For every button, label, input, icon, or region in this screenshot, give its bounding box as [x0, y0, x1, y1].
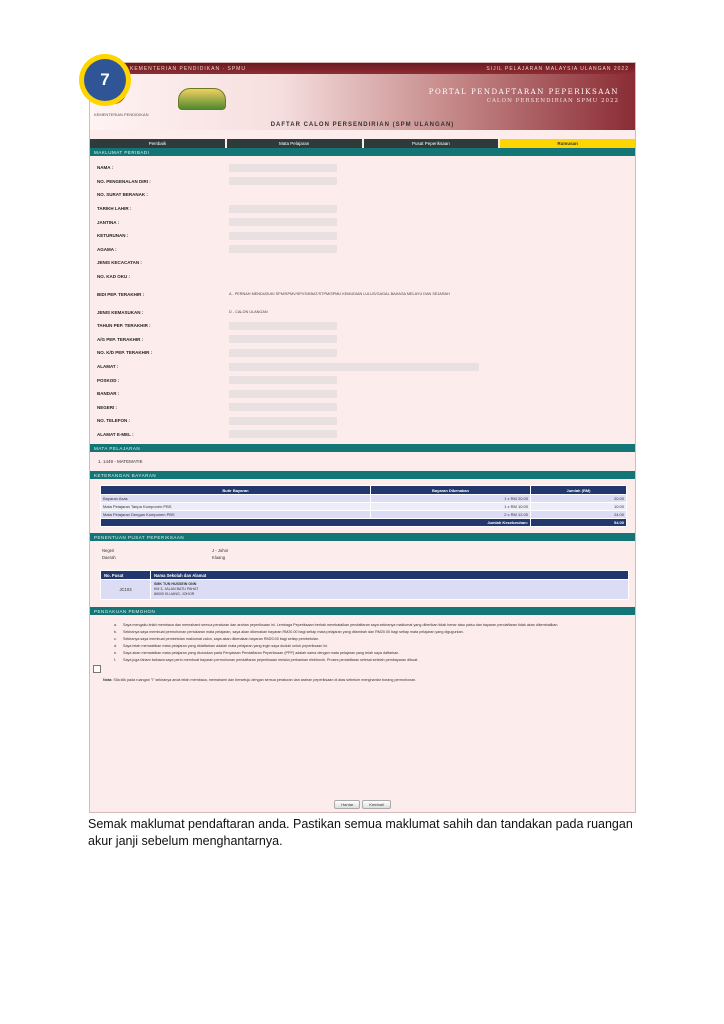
portal-subtitle-text: CALON PERSENDIRIAN SPMU 2022 [486, 98, 619, 104]
info-value-redacted [229, 349, 337, 357]
table-row [101, 511, 627, 519]
pledge-text: Saya mengaku telah membaca dan memahami semua peraturan dan arahan peperiksaan ini. Lembaga Peperiksaan berhak membatalkan pendaftaran saya sekiranya maklumat yang diberikan tidak benar atau palsu dan bayaran pendaftaran tidak akan dikembalikan. [123, 623, 559, 628]
info-row-ic [90, 175, 635, 189]
info-label: TAHUN PEP. TERAKHIR : [97, 323, 151, 329]
portal-header [90, 74, 635, 130]
section-exam-center: PENENTUAN PUSAT PEPERIKSAAN [90, 533, 635, 541]
info-value-redacted [229, 322, 337, 330]
info-row-state [90, 401, 635, 415]
info-label: POSKOD : [97, 377, 120, 383]
info-row-last-year [90, 319, 635, 333]
fee-item: Bayaran Asas [101, 495, 371, 503]
info-label: JENIS KECACATAN : [97, 260, 142, 266]
info-value-redacted [229, 390, 337, 398]
info-row-address [90, 360, 635, 374]
pledge-block [90, 615, 635, 673]
info-row-city [90, 387, 635, 401]
fee-table-header [101, 486, 627, 495]
instruction-caption: Semak maklumat pendaftaran anda. Pastikan semua maklumat sahih dan tandakan pada ruangan akur janji sebelum menghantarnya. [88, 817, 633, 848]
info-label: ALAMAT : [97, 364, 119, 370]
center-district-label: Daerah [102, 554, 116, 560]
fee-col-item: Butir Bayaran [101, 486, 371, 495]
info-label: NO. TELEFON : [97, 418, 130, 424]
personal-info-list [90, 156, 635, 444]
exam-board-logo-icon [178, 88, 226, 110]
list-item [114, 637, 630, 642]
crest-caption: KEMENTERIAN PENDIDIKAN [94, 112, 149, 117]
pledge-note-text: Sila klik pada ruangan "I" sekiranya anda telah membaca, memahami dan bersetuju dengan semua peraturan dan arahan peperiksaan di atas sebelum menghantar borang permohonan. [113, 678, 417, 683]
info-label: ALAMAT E-MEL : [97, 431, 134, 437]
pledge-checkbox[interactable] [93, 665, 101, 673]
section-subjects: MATA PELAJARAN [90, 444, 635, 452]
fee-item: Mata Pelajaran Tanpa Komponen PBS [101, 503, 371, 511]
info-row-last-exam [90, 283, 635, 305]
info-value-redacted [229, 403, 337, 411]
pledge-letter: d. [114, 644, 118, 649]
section-personal-info: MAKLUMAT PERIBADI [90, 148, 635, 156]
school-code: JC103 [101, 580, 151, 600]
info-row-last-ag [90, 333, 635, 347]
section-fees: KETERANGAN BAYARAN [90, 471, 635, 479]
info-label: NO. PENGENALAN DIRI : [97, 178, 151, 184]
fee-charge: 2 x RM 12.00 [371, 511, 531, 519]
step-number-badge [79, 54, 131, 106]
info-label: BANDAR : [97, 391, 120, 397]
info-row-nama [90, 161, 635, 175]
info-label: NO. SURAT BERANAK : [97, 192, 148, 198]
info-label: TARIKH LAHIR : [97, 206, 132, 212]
portal-title [429, 88, 619, 104]
school-name: SMK TUN HUSSEIN ONN [154, 582, 197, 587]
list-item [114, 630, 630, 635]
pledge-letter: a. [114, 623, 118, 628]
pledge-letter: f. [114, 658, 117, 663]
school-col-code: No. Pusat [101, 571, 151, 580]
wizard-steps [90, 139, 635, 148]
info-row-gender [90, 215, 635, 229]
info-value-redacted [229, 376, 337, 384]
info-value-redacted [229, 335, 337, 343]
school-address-2: 86000 KLUANG, JOHOR [154, 592, 195, 597]
school-address-1: KM 3, JALAN BATU PAHAT [154, 587, 199, 592]
pledge-list [105, 623, 630, 673]
table-row [101, 580, 629, 600]
submit-button[interactable]: Hantar [334, 800, 360, 809]
center-district-row [102, 554, 623, 561]
pledge-text: Sekiranya saya membuat pembetulan maklumat calon, saya akan dikenakan bayaran RM20.00 bagi setiap pembetulan. [123, 637, 319, 642]
fee-total-label: Jumlah Keseluruhan: [101, 519, 531, 527]
top-bar-right: SIJIL PELAJARAN MALAYSIA ULANGAN 2022 [486, 65, 629, 72]
subject-list-item: 1. 1449 - MATEMATIK [98, 459, 143, 465]
info-label: NAMA : [97, 165, 114, 171]
info-label: AGAMA : [97, 246, 117, 252]
pledge-text: Saya telah memastikan mata pelajaran yang didaftarkan adalah mata pelajaran yang ingin saya duduki untuk peperiksaan ini. [123, 644, 328, 649]
info-value-redacted [229, 205, 337, 213]
table-row [101, 503, 627, 511]
info-text-candidate-type: D - CALON ULANGAN [229, 309, 268, 314]
fee-item: Mata Pelajaran Dengan Komponen PBS [101, 511, 371, 519]
pledge-text: Sekiranya saya membuat permohonan pertukaran mata pelajaran, saya akan dikenakan bayaran RM20.00 bagi setiap mata pelajaran yang ditambah dan RM20.00 bagi setiap mata pelajaran yang digugurkan. [123, 630, 464, 635]
info-label: KETURUNAN : [97, 233, 129, 239]
fee-col-charge: Bayaran Dikenakan [371, 486, 531, 495]
top-bar-left: KEMENTERIAN PENDIDIKAN · SPMU [130, 65, 246, 72]
step-pembaik[interactable]: Pembaik [90, 139, 227, 148]
list-item [114, 623, 630, 628]
pledge-note [90, 673, 625, 683]
fee-charge: 1 x RM 10.00 [371, 503, 531, 511]
info-value-redacted [229, 245, 337, 253]
info-value-redacted [229, 218, 337, 226]
fee-amount: 24.00 [531, 511, 627, 519]
pledge-text: Saya akan memastikan mata pelajaran yang diuruskan pada Penyataan Pendaftaran Peperiksaan (PPP) adalah sama dengan mata pelajaran yang telah saya daftarkan. [123, 651, 400, 656]
info-row-email [90, 428, 635, 442]
info-label: NEGERI : [97, 404, 118, 410]
table-row [101, 495, 627, 503]
info-label: NO. KAD OKU : [97, 274, 130, 280]
info-text-last-exam: A - PERNAH MENDUDUKI SPM/SPMV/SPVS/KBAT/STPM/SPMU KEMUDIAN LULUS/GAGAL BAHASA MELAYU DAN SEJARAH [229, 291, 450, 296]
info-row-religion [90, 243, 635, 257]
center-state-label: Negeri [102, 548, 115, 554]
fee-amount: 10.00 [531, 503, 627, 511]
fee-total-value: 54.00 [531, 519, 627, 527]
info-value-redacted [229, 164, 337, 172]
fee-col-amount: Jumlah (RM) [531, 486, 627, 495]
fee-charge: 1 x RM 20.00 [371, 495, 531, 503]
center-info [90, 541, 635, 564]
info-row-birth-cert [90, 188, 635, 202]
info-label: NO. K/D PEP. TERAKHIR : [97, 350, 153, 356]
info-row-candidate-type [90, 305, 635, 319]
info-row-race [90, 229, 635, 243]
info-row-disability [90, 256, 635, 270]
info-row-oku [90, 270, 635, 284]
pledge-letter: b. [114, 630, 118, 635]
center-state-value: J - Johor [212, 548, 229, 554]
registration-screenshot [89, 62, 636, 813]
info-label: JENIS KEMASUKAN : [97, 309, 144, 315]
school-name-address [151, 580, 629, 600]
portal-title-text: PORTAL PENDAFTARAN PEPERIKSAAN [428, 88, 619, 96]
info-label: A/G PEP. TERAKHIR : [97, 336, 144, 342]
info-row-last-id [90, 346, 635, 360]
school-table [100, 570, 629, 600]
info-value-redacted [229, 430, 337, 438]
step-mata-pelajaran[interactable]: Mata Pelajaran [227, 139, 364, 148]
pledge-note-label: Nota: [103, 678, 113, 683]
step-number: 7 [84, 59, 126, 101]
school-table-header [101, 571, 629, 580]
info-row-phone [90, 414, 635, 428]
info-row-postcode [90, 373, 635, 387]
info-row-dob [90, 202, 635, 216]
pledge-letter: e. [114, 651, 118, 656]
info-value-redacted [229, 177, 337, 185]
back-button[interactable]: Kembali [362, 800, 390, 809]
list-item [114, 644, 630, 649]
info-value-redacted [229, 232, 337, 240]
pledge-text: Saya juga faham bahawa saya perlu membuat bayaran permohonan pendaftaran peperiksaan melalui perbankan elektronik. Proses pendaftaran selesai setelah pembayaran dibuat. [123, 658, 419, 663]
list-item [114, 651, 630, 656]
info-value-redacted [229, 363, 479, 371]
page-title: DAFTAR CALON PERSENDIRIAN (SPM ULANGAN) [270, 122, 455, 128]
form-buttons [90, 800, 635, 809]
center-district-value: Kluang [212, 554, 226, 560]
info-value-redacted [229, 417, 337, 425]
fee-amount: 20.00 [531, 495, 627, 503]
school-col-name: Nama Sekolah dan Alamat [151, 571, 629, 580]
info-label: JANTINA : [97, 219, 120, 225]
list-item [114, 658, 630, 663]
fee-table [100, 485, 627, 527]
pledge-letter: c. [114, 637, 117, 642]
fee-total-row [101, 519, 627, 527]
step-rumusan[interactable]: Rumusan [500, 139, 635, 148]
step-pusat-peperiksaan[interactable]: Pusat Peperiksaan [364, 139, 501, 148]
section-pledge: PENGAKUAN PEMOHON [90, 607, 635, 615]
top-bar [90, 63, 635, 74]
info-label: BIDI PEP. TERAKHIR : [97, 291, 145, 297]
